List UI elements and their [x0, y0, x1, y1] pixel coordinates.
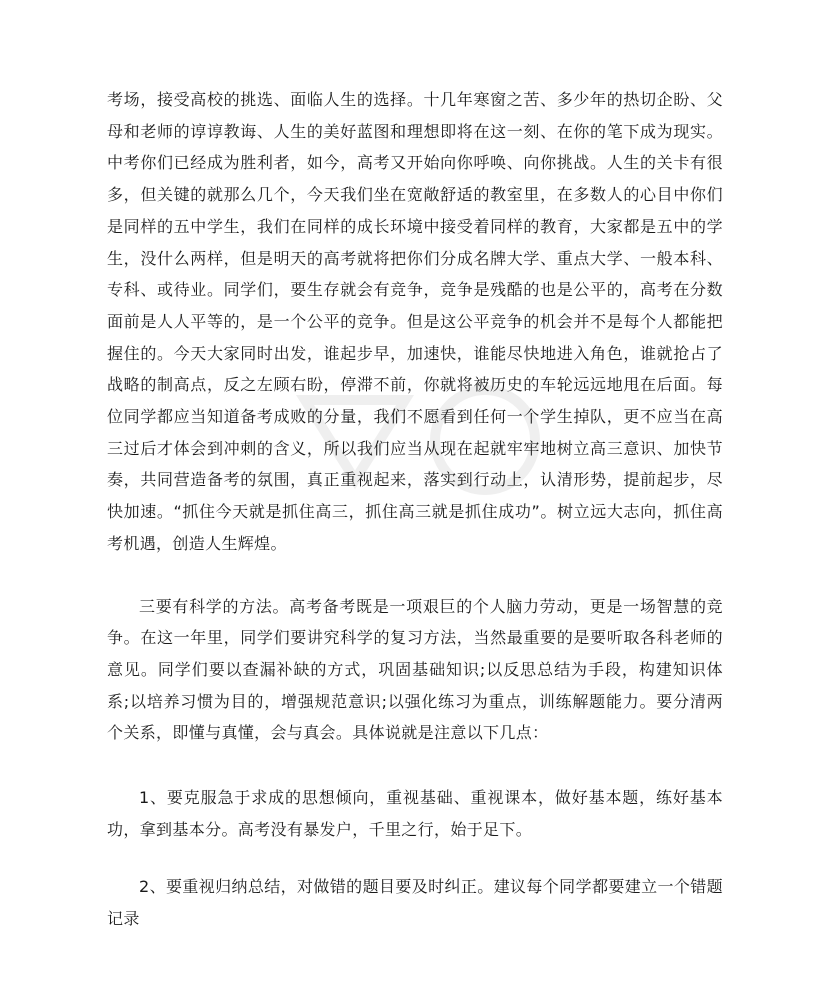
paragraph-exam-motivation: 考场，接受高校的挑选、面临人生的选择。十几年寒窗之苦、多少年的热切企盼、父母和老师的谆谆教诲、人生的美好蓝图和理想即将在这一刻、在你的笔下成为现实。中考你们已经成为胜利者，如今，高考又开始向你呼唤、向你挑战。人生的关卡有很多，但关键的就那么几个，今天我们坐在宽敞舒适的教室里，在多数人的心目中你们是同样的五中学生，我们在同样的成长环境中接受着同样的教育，大家都是五中的学生，没什么两样，但是明天的高考就将把你们分成名牌大学、重点大学、一般本科、专科、或待业。同学们，要生存就会有竞争，竞争是残酷的也是公平的，高考在分数面前是人人平等的，是一个公平的竞争。但是这公平竞争的机会并不是每个人都能把握住的。今天大家同时出发，谁起步早，加速快，谁能尽快地进入角色，谁就抢占了战略的制高点，反之左顾右盼，停滞不前，你就将被历史的车轮远远地甩在后面。每位同学都应当知道备考成败的分量，我们不愿看到任何一个学生掉队，更不应当在高三过后才体会到冲刺的含义，所以我们应当从现在起就牢牢地树立高三意识、加快节奏，共同营造备考的氛围，真正重视起来，落实到行动上，认清形势，提前起步，尽快加速。“抓住今天就是抓住高三，抓住高三就是抓住成功”。树立远大志向，抓住高考机遇，创造人生辉煌。 [107, 90, 723, 553]
paragraph-scientific-method: 三要有科学的方法。高考备考既是一项艰巨的个人脑力劳动，更是一场智慧的竞争。在这一年里，同学们要讲究科学的复习方法，当然最重要的是要听取各科老师的意见。同学们要以查漏补缺的方式，巩固基础知识;以反思总结为手段，构建知识体系;以培养习惯为目的，增强规范意识;以强化练习为重点，训练解题能力。要分清两个关系，即懂与真懂，会与真会。具体说就是注意以下几点： [107, 596, 723, 743]
paragraph-point-1: 1、要克服急于求成的思想倾向，重视基础、重视课本，做好基本题，练好基本功，拿到基本分。高考没有暴发户，千里之行，始于足下。 [107, 788, 723, 839]
document-body [107, 84, 723, 935]
paragraph-point-2: 2、要重视归纳总结，对做错的题目要及时纠正。建议每个同学都要建立一个错题记录 [107, 877, 723, 929]
